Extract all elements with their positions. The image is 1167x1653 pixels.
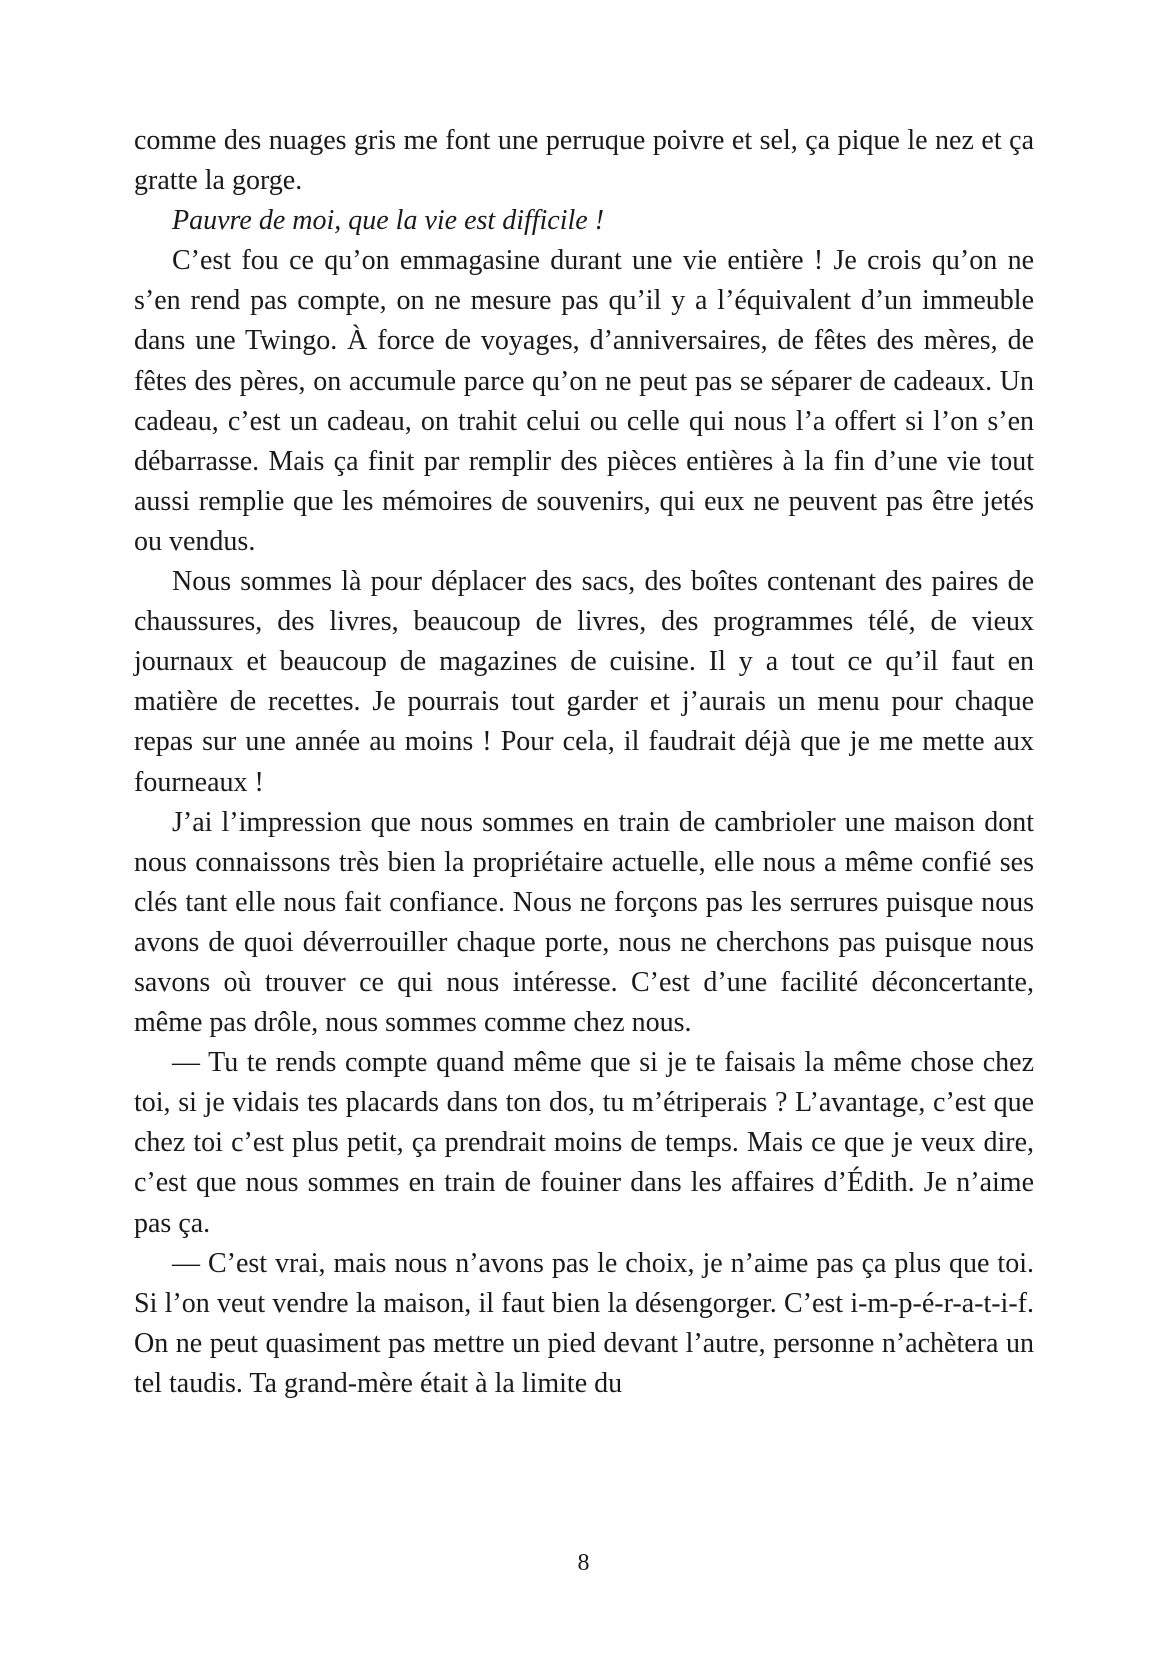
paragraph: J’ai l’impression que nous sommes en train de cambrioler une maison dont nous connaissons très bien la propriétaire actuelle, elle nous a même confié ses clés tant elle nous fait confiance. Nous ne forçons pas les serrures puisque nous avons de quoi déverrouiller chaque porte, nous ne cherchons pas puisque nous savons où trouver ce qui nous intéresse. C’est d’une facilité déconcertante, même pas drôle, nous sommes comme chez nous. [134,806,1034,1039]
paragraph-italic: Pauvre de moi, que la vie est difficile ! [172,205,605,237]
page-number: 8 [577,1550,590,1576]
body-text [134,121,1034,1404]
dialogue-paragraph: — Tu te rends compte quand même que si je te faisais la même chose chez toi, si je vidais tes placards dans ton dos, tu m’étriperais ? L’avantage, c’est que chez toi c’est plus petit, ça prendrait moins de temps. Mais ce que je veux dire, c’est que nous sommes en train de fouiner dans les affaires d’Édith. Je n’aime pas ça. [134,1047,1034,1239]
paragraph: comme des nuages gris me font une perruque poivre et sel, ça pique le nez et ça gratte la gorge. [134,125,1034,197]
paragraph: Nous sommes là pour déplacer des sacs, des boîtes contenant des paires de chaussures, des livres, beaucoup de livres, des programmes télé, de vieux journaux et beaucoup de magazines de cuisine. Il y a tout ce qu’il faut en matière de recettes. Je pourrais tout garder et j’aurais un menu pour chaque repas sur une année au moins ! Pour cela, il faudrait déjà que je me mette aux fourneaux ! [134,566,1034,798]
paragraph: C’est fou ce qu’on emmagasine durant une vie entière ! Je crois qu’on ne s’en rend pas compte, on ne mesure pas qu’il y a l’équivalent d’un immeuble dans une Twingo. À force de voyages, d’anniversaires, de fêtes des mères, de fêtes des pères, on accumule parce qu’on ne peut pas se séparer de cadeaux. Un cadeau, c’est un cadeau, on trahit celui ou celle qui nous l’a offert si l’on s’en débarrasse. Mais ça finit par remplir des pièces entières à la fin d’une vie tout aussi remplie que les mémoires de souvenirs, qui eux ne peuvent pas être jetés ou vendus. [134,245,1034,557]
dialogue-paragraph: — C’est vrai, mais nous n’avons pas le choix, je n’aime pas ça plus que toi. Si l’on veut vendre la maison, il faut bien la désengorger. C’est i-m-p-é-r-a-t-i-f. On ne peut quasiment pas mettre un pied devant l’autre, personne n’achètera un tel taudis. Ta grand-mère était à la limite du [134,1247,1034,1399]
